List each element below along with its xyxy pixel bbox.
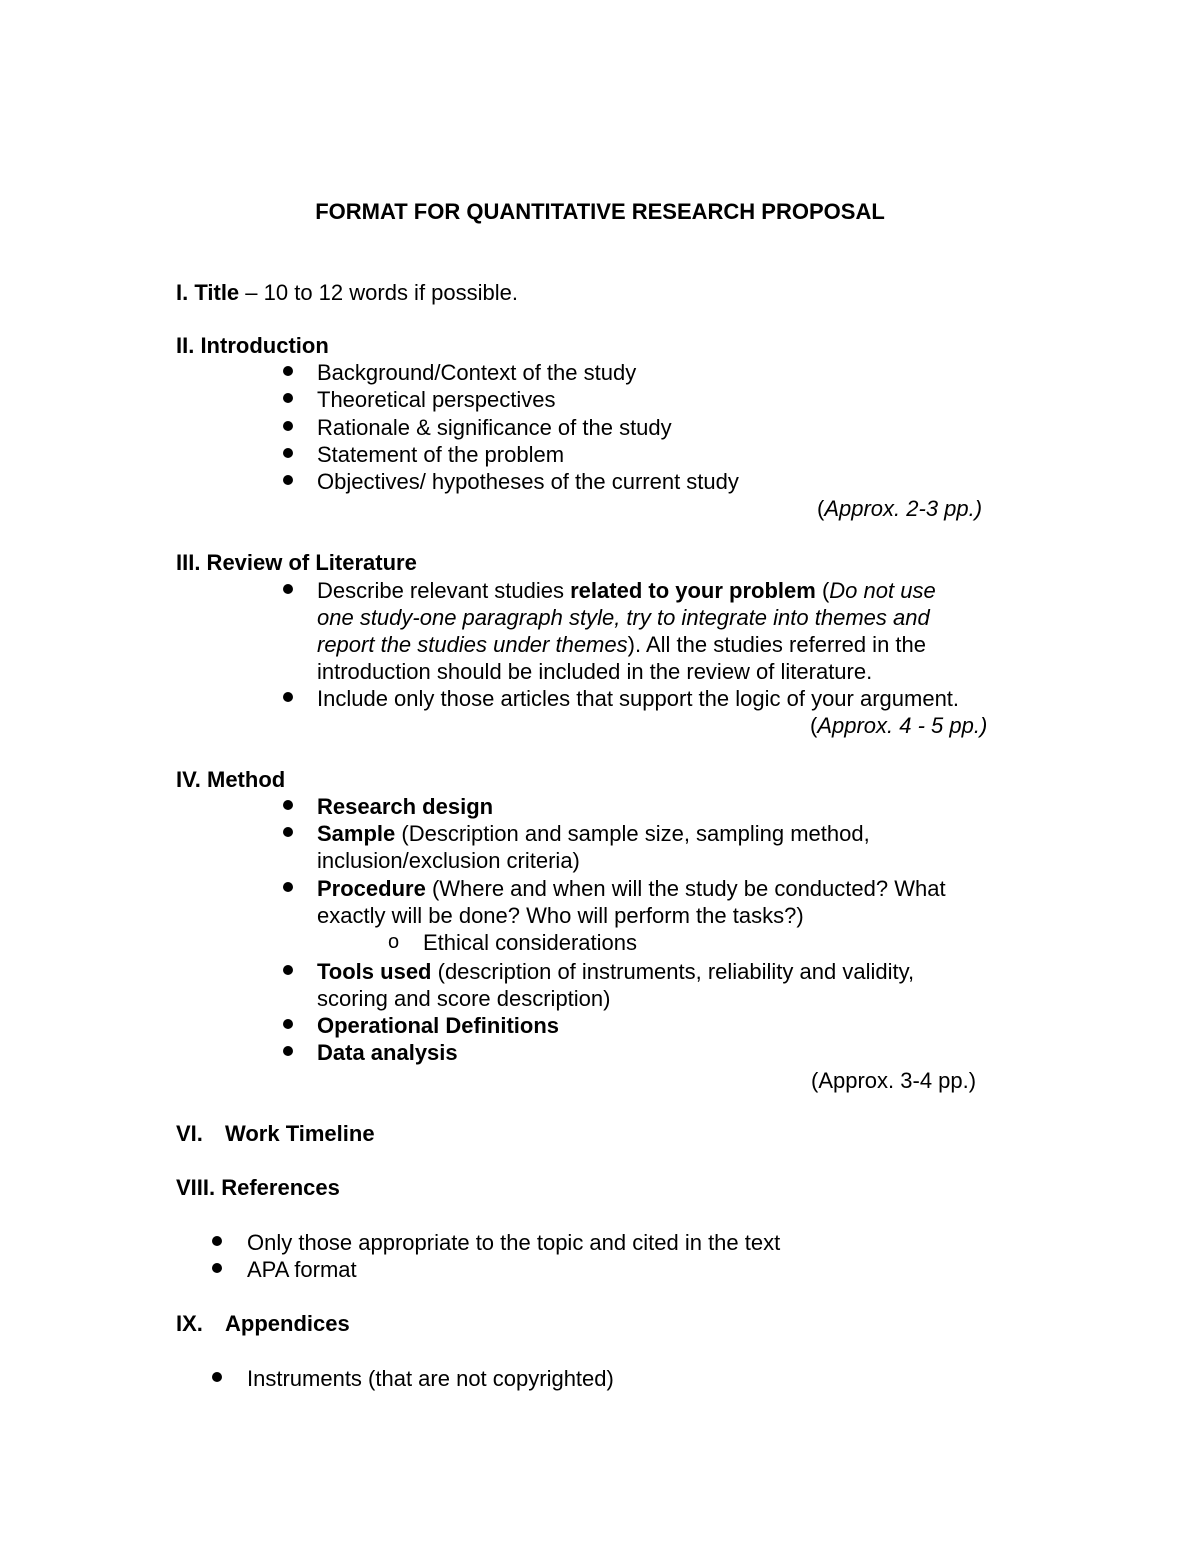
section-heading: II. Introduction [176,333,329,358]
section-heading: Work Timeline [225,1121,375,1146]
bullet-icon [283,584,293,594]
list-item: Rationale & significance of the study [317,415,672,440]
approx-pages: (Approx. 4 - 5 pp.) [810,713,988,738]
list-item-line: inclusion/exclusion criteria) [317,848,580,873]
document-title: FORMAT FOR QUANTITATIVE RESEARCH PROPOSAL [315,199,885,224]
list-item-line: Sample (Description and sample size, sampling method, [317,821,870,846]
list-item: APA format [247,1257,357,1282]
list-item-line: Describe relevant studies related to your problem (Do not use [317,578,936,603]
list-item: Instruments (that are not copyrighted) [247,1366,614,1391]
bullet-icon [283,448,293,458]
section-number: VI. [176,1121,203,1146]
bullet-icon [283,692,293,702]
bullet-icon [283,1019,293,1029]
bullet-icon [283,827,293,837]
list-item-line: report the studies under themes). All the studies referred in the [317,632,926,657]
approx-pages: (Approx. 2-3 pp.) [817,496,983,521]
section-heading: III. Review of Literature [176,550,417,575]
section-heading: Appendices [225,1311,350,1336]
bullet-icon [283,882,293,892]
list-item: Theoretical perspectives [317,387,556,412]
list-item: Include only those articles that support the logic of your argument. [317,686,960,711]
bullet-icon [212,1236,222,1246]
section-text: – 10 to 12 words if possible. [239,280,518,305]
bullet-icon [283,800,293,810]
bullet-icon [283,366,293,376]
list-item-line: introduction should be included in the review of literature. [317,659,873,684]
list-item-line: Procedure (Where and when will the study be conducted? What [317,876,946,901]
bullet-icon [283,1046,293,1056]
bullet-icon [283,393,293,403]
list-item-line: scoring and score description) [317,986,611,1011]
sub-list-item: Ethical considerations [423,930,638,955]
list-item: Research design [317,794,494,819]
section-heading: IV. Method [176,767,286,792]
bullet-icon [283,965,293,975]
section-title-line [176,279,518,306]
bullet-icon [283,421,293,431]
list-item-line: exactly will be done? Who will perform the tasks?) [317,903,804,928]
bullet-icon [212,1263,222,1273]
sub-bullet-icon: o [388,931,400,953]
list-item-line: one study-one paragraph style, try to integrate into themes and [317,605,930,630]
approx-pages: (Approx. 3-4 pp.) [811,1068,977,1093]
list-item: Data analysis [317,1040,458,1065]
bullet-icon [212,1372,222,1382]
list-item: Only those appropriate to the topic and cited in the text [247,1230,781,1255]
bullet-icon [283,475,293,485]
list-item: Statement of the problem [317,442,565,467]
section-heading: VIII. References [176,1175,340,1200]
list-item-line: Tools used (description of instruments, reliability and validity, [317,959,915,984]
section-heading: I. Title [176,280,240,305]
section-number: IX. [176,1311,203,1336]
list-item: Background/Context of the study [317,360,637,385]
list-item: Operational Definitions [317,1013,560,1038]
list-item: Objectives/ hypotheses of the current study [317,469,739,494]
